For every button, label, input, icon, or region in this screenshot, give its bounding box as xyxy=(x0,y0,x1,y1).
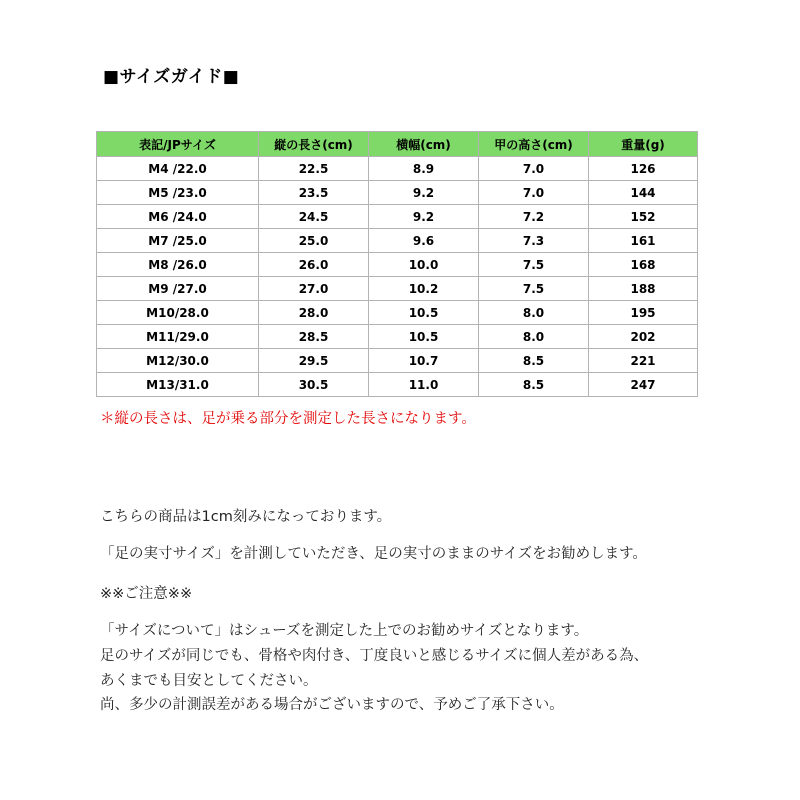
cell-size: M12/30.0 xyxy=(97,349,259,373)
cell-length: 29.5 xyxy=(259,349,369,373)
cell-length: 30.5 xyxy=(259,373,369,397)
cell-instep: 7.3 xyxy=(479,229,589,253)
cell-width: 9.2 xyxy=(369,181,479,205)
cell-instep: 8.5 xyxy=(479,349,589,373)
cell-instep: 8.0 xyxy=(479,301,589,325)
cell-weight: 161 xyxy=(589,229,698,253)
cell-width: 9.2 xyxy=(369,205,479,229)
cell-weight: 221 xyxy=(589,349,698,373)
cell-weight: 202 xyxy=(589,325,698,349)
cell-size: M8 /26.0 xyxy=(97,253,259,277)
cell-weight: 247 xyxy=(589,373,698,397)
cell-size: M13/31.0 xyxy=(97,373,259,397)
cell-length: 28.0 xyxy=(259,301,369,325)
paragraph-recommend: 「足の実寸サイズ」を計測していただき、足の実寸のままのサイズをお勧めします。 xyxy=(100,546,647,562)
cell-instep: 8.5 xyxy=(479,373,589,397)
paragraph-size-about: 「サイズについて」はシューズを測定した上でのお勧めサイズとなります。 xyxy=(100,623,589,639)
size-table xyxy=(96,131,698,397)
cell-weight: 126 xyxy=(589,157,698,181)
cell-instep: 7.5 xyxy=(479,277,589,301)
paragraph-individual: 足のサイズが同じでも、骨格や肉付き、丁度良いと感じるサイズに個人差がある為、 xyxy=(100,648,649,664)
table-row xyxy=(97,373,698,397)
cell-weight: 188 xyxy=(589,277,698,301)
table-row xyxy=(97,205,698,229)
cell-weight: 168 xyxy=(589,253,698,277)
cell-instep: 7.0 xyxy=(479,157,589,181)
cell-size: M7 /25.0 xyxy=(97,229,259,253)
cell-length: 26.0 xyxy=(259,253,369,277)
cell-width: 8.9 xyxy=(369,157,479,181)
page-title: ■サイズガイド■ xyxy=(103,67,240,87)
cell-length: 27.0 xyxy=(259,277,369,301)
cell-size: M6 /24.0 xyxy=(97,205,259,229)
cell-weight: 195 xyxy=(589,301,698,325)
table-row xyxy=(97,253,698,277)
cell-width: 10.0 xyxy=(369,253,479,277)
cell-size: M4 /22.0 xyxy=(97,157,259,181)
cell-size: M9 /27.0 xyxy=(97,277,259,301)
cell-weight: 144 xyxy=(589,181,698,205)
paragraph-error: 尚、多少の計測誤差がある場合がございますので、予めご了承下さい。 xyxy=(100,697,564,713)
table-row xyxy=(97,325,698,349)
cell-length: 24.5 xyxy=(259,205,369,229)
table-row xyxy=(97,349,698,373)
paragraph-caution-heading: ※※ご注意※※ xyxy=(100,586,193,602)
cell-size: M5 /23.0 xyxy=(97,181,259,205)
table-row xyxy=(97,277,698,301)
cell-width: 10.2 xyxy=(369,277,479,301)
paragraph-guide: あくまでも目安としてください。 xyxy=(100,673,318,689)
header-instep: 甲の高さ(cm) xyxy=(479,132,589,157)
header-weight: 重量(g) xyxy=(589,132,698,157)
cell-length: 28.5 xyxy=(259,325,369,349)
cell-instep: 7.5 xyxy=(479,253,589,277)
cell-instep: 7.2 xyxy=(479,205,589,229)
table-row xyxy=(97,229,698,253)
header-length: 縦の長さ(cm) xyxy=(259,132,369,157)
table-body xyxy=(97,157,698,397)
cell-length: 22.5 xyxy=(259,157,369,181)
cell-instep: 8.0 xyxy=(479,325,589,349)
cell-width: 10.5 xyxy=(369,301,479,325)
cell-instep: 7.0 xyxy=(479,181,589,205)
cell-width: 10.7 xyxy=(369,349,479,373)
cell-width: 10.5 xyxy=(369,325,479,349)
header-size: 表記/JPサイズ xyxy=(97,132,259,157)
table-header-row xyxy=(97,132,698,157)
cell-length: 23.5 xyxy=(259,181,369,205)
cell-width: 9.6 xyxy=(369,229,479,253)
cell-size: M10/28.0 xyxy=(97,301,259,325)
header-width: 横幅(cm) xyxy=(369,132,479,157)
cell-length: 25.0 xyxy=(259,229,369,253)
table-row xyxy=(97,157,698,181)
cell-size: M11/29.0 xyxy=(97,325,259,349)
cell-weight: 152 xyxy=(589,205,698,229)
table-row xyxy=(97,181,698,205)
cell-width: 11.0 xyxy=(369,373,479,397)
paragraph-1cm: こちらの商品は1cm刻みになっております。 xyxy=(100,509,392,525)
table-row xyxy=(97,301,698,325)
length-note: ＊縦の長さは、足が乗る部分を測定した長さになります。 xyxy=(100,411,476,427)
